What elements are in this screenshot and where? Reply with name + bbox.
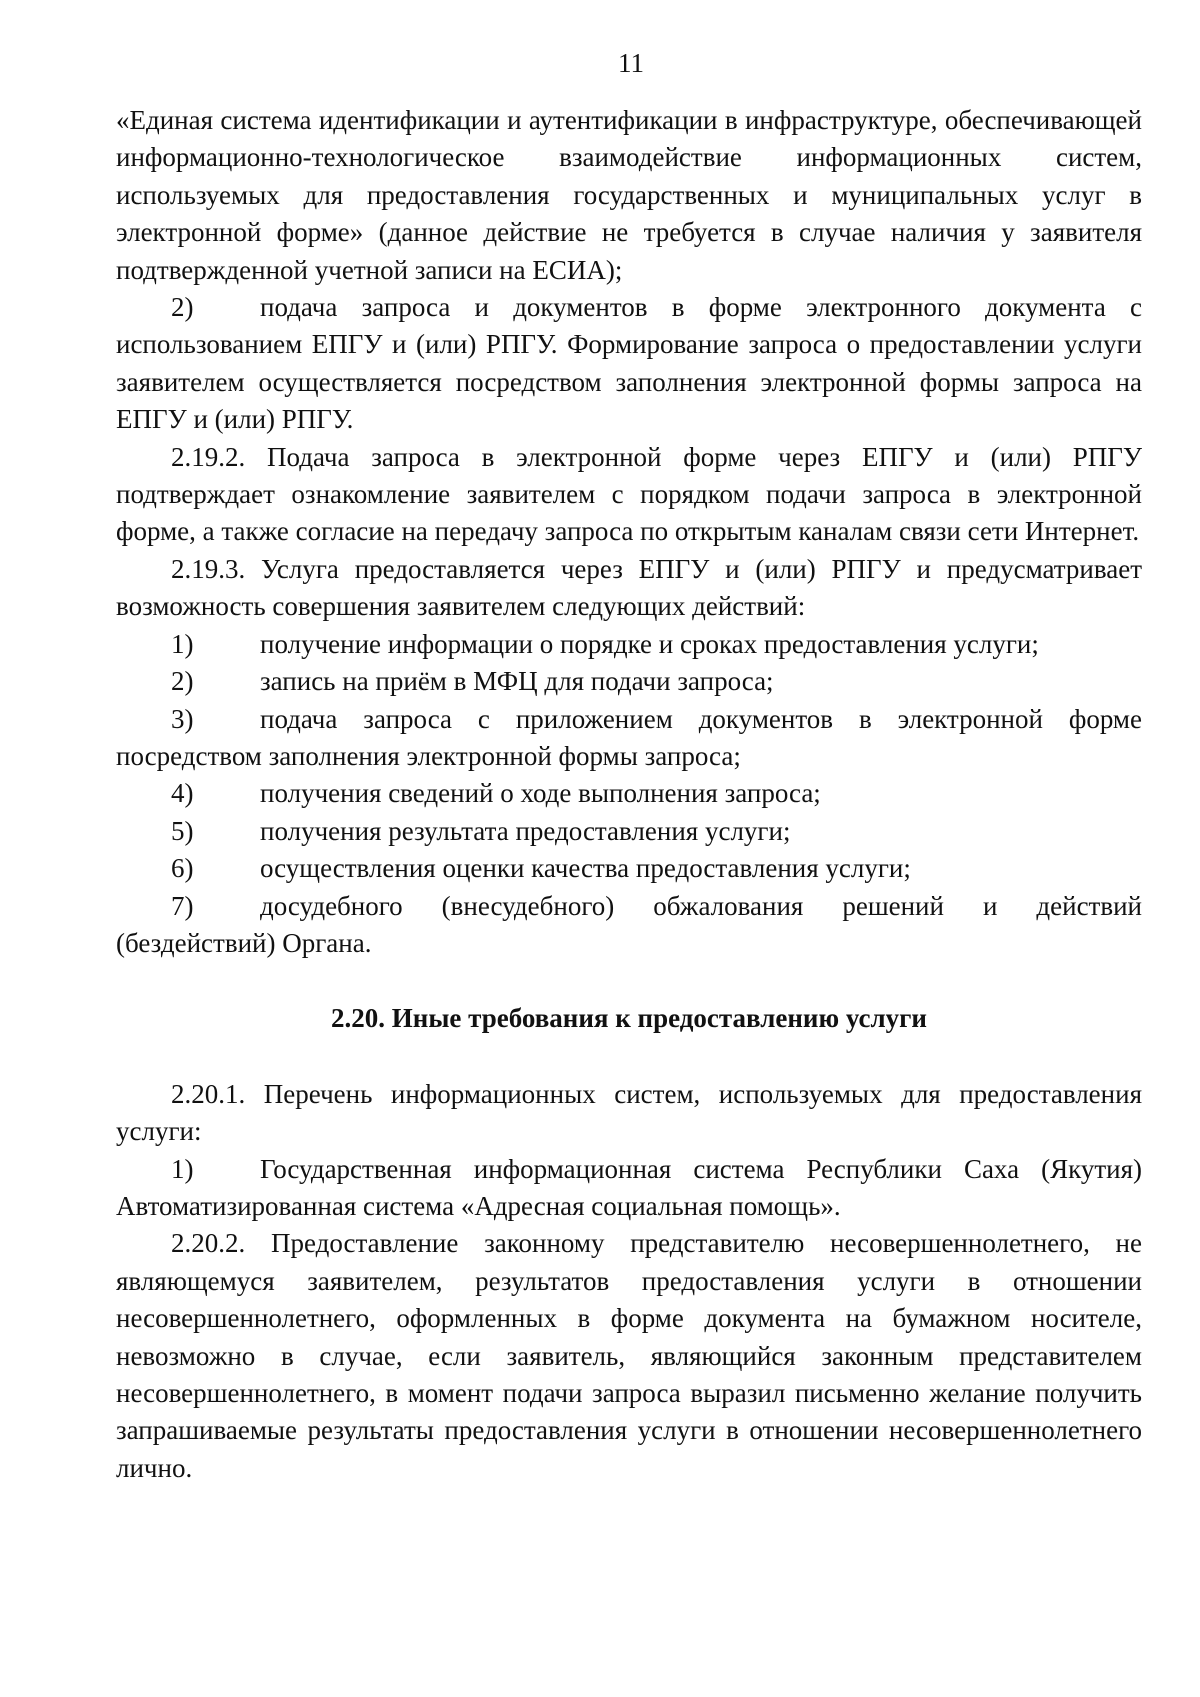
document-page: [116, 48, 1142, 1487]
list-item-submission: [116, 289, 1142, 439]
list-item-number: 2): [171, 666, 194, 697]
paragraph-2-19-2: 2.19.2. Подача запроса в электронной форме через ЕПГУ и (или) РПГУ подтверждает ознакомление заявителем с порядком подачи запроса в электронной форме, а также согласие на передачу запроса по открытым каналам связи сети Интернет.: [116, 441, 1142, 547]
list-item-text: подача запроса с приложением документов в электронной форме посредством заполнения электронной формы запроса;: [116, 703, 1142, 771]
paragraph-2-20-2: 2.20.2. Предоставление законному представителю несовершеннолетнего, не являющемуся заявителем, результатов предоставления услуги в отношении несовершеннолетнего, оформленных в форме документа на бумажном носителе, невозможно в случае, если заявитель, являющийся законным представителем несовершеннолетнего, в момент подачи запроса выразил письменно желание получить запрашиваемые результаты предоставления услуги в отношении несовершеннолетнего лично.: [116, 1228, 1142, 1483]
list-item-number: 7): [171, 890, 194, 921]
list-item: [116, 813, 1142, 850]
paragraph-2-19-3: 2.19.3. Услуга предоставляется через ЕПГУ и (или) РПГУ и предусматривает возможность совершения заявителем следующих действий:: [116, 553, 1142, 622]
list-item-text: получения сведений о ходе выполнения запроса;: [260, 778, 821, 809]
actions-list: [116, 626, 1142, 963]
list-item-number: 6): [171, 853, 194, 884]
list-item-text: подача запроса и документов в форме электронного документа с использованием ЕПГУ и (или) РПГУ. Формирование запроса о предоставлении услуги заявителем осуществляется посредством заполнения электронной формы запроса на ЕПГУ и (или) РПГУ.: [116, 292, 1142, 435]
list-item-text: запись на приём в МФЦ для подачи запроса;: [260, 666, 774, 697]
list-item: [116, 775, 1142, 812]
list-item-text: Государственная информационная система Республики Саха (Якутия) Автоматизированная система «Адресная социальная помощь».: [116, 1153, 1142, 1221]
list-item-number: 5): [171, 815, 194, 846]
list-item: [116, 850, 1142, 887]
page-number: 11: [618, 48, 644, 78]
list-item-text: осуществления оценки качества предоставления услуги;: [260, 853, 911, 884]
list-item: [116, 888, 1142, 963]
list-item: [116, 663, 1142, 700]
list-item-number: 4): [171, 778, 194, 809]
list-item-text: получение информации о порядке и сроках предоставления услуги;: [260, 628, 1039, 659]
list-item-text: получения результата предоставления услуги;: [260, 815, 791, 846]
list-item-number: 3): [171, 703, 194, 734]
list-item-number: 1): [171, 1153, 194, 1184]
list-item-text: досудебного (внесудебного) обжалования решений и действий (бездействий) Органа.: [116, 890, 1142, 958]
list-item: [116, 701, 1142, 776]
list-item-number: 2): [171, 292, 194, 323]
paragraph-2-20-1: 2.20.1. Перечень информационных систем, используемых для предоставления услуги:: [116, 1078, 1142, 1147]
list-item: [116, 626, 1142, 663]
list-item-number: 1): [171, 628, 194, 659]
systems-list: [116, 1151, 1142, 1226]
section-heading: 2.20. Иные требования к предоставлению услуги: [331, 1003, 927, 1034]
paragraph-esia: «Единая система идентификации и аутентификации в инфраструктуре, обеспечивающей информационно-технологическое взаимодействие информационных систем, используемых для предоставления государственных и муниципальных услуг в электронной форме» (данное действие не требуется в случае наличия у заявителя подтвержденной учетной записи на ЕСИА);: [116, 105, 1142, 285]
list-item: [116, 1151, 1142, 1226]
